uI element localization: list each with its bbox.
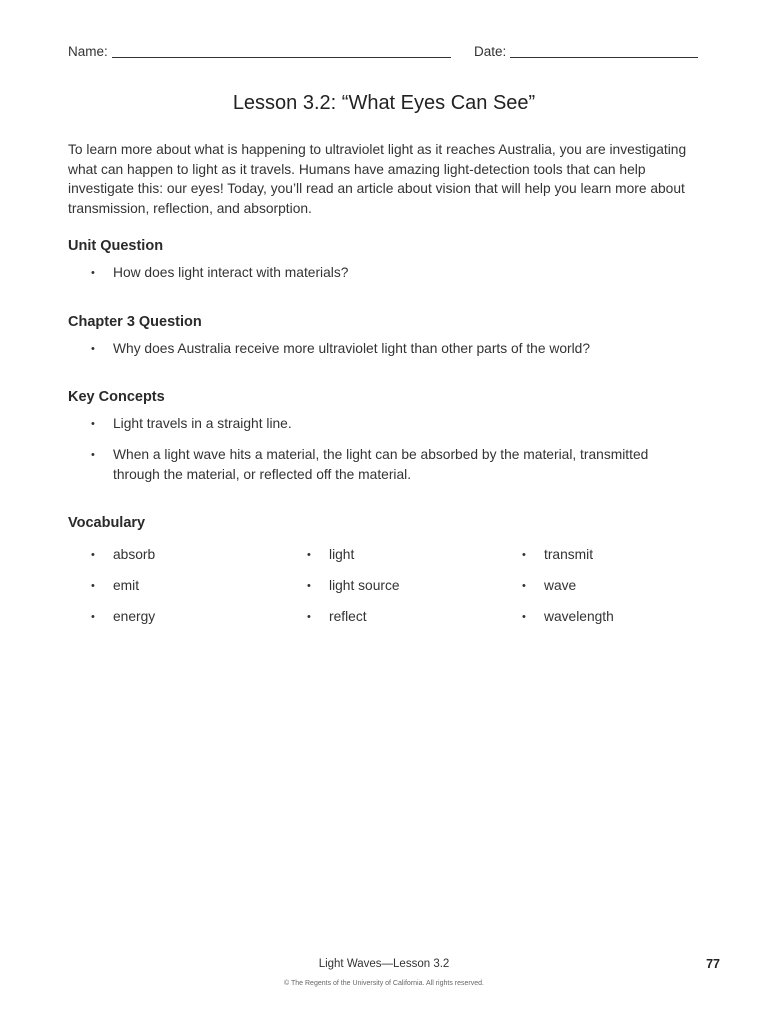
bullet-icon: • [307,580,311,592]
bullet-icon: • [91,449,95,461]
vocab-word: emit [113,578,140,593]
footer-title: Light Waves—Lesson 3.2 [318,958,450,970]
vocab-word: light source [329,578,400,593]
bullet-icon: • [91,418,95,430]
bullet-icon: • [522,611,526,623]
bullet-icon: • [91,549,95,561]
date-label: Date: [474,44,507,59]
vocab-word: absorb [113,547,156,562]
bullet-icon: • [91,580,95,592]
bullet-icon: • [91,267,95,279]
chapter-question-text: Why does Australia receive more ultraviolet light than other parts of the world? [113,341,590,356]
unit-question-heading: Unit Question [68,238,164,254]
vocab-word: light [329,547,355,562]
copyright-notice: © The Regents of the University of California. All rights reserved. [284,980,484,987]
page-title: Lesson 3.2: “What Eyes Can See” [232,92,536,114]
bullet-icon: • [91,611,95,623]
list-item [91,445,691,487]
chapter-question-heading: Chapter 3 Question [68,314,202,330]
vocab-word: wavelength [544,609,614,624]
unit-question-text: How does light interact with materials? [113,265,349,280]
intro-paragraph: To learn more about what is happening to ultraviolet light as it reaches Australia, you are investigating what can happen to light as it travels. Humans have amazing light-detection tools that can help investigate this: our eyes! Today, you’ll read an article about vision that will help you learn more about transmission, reflection, and absorption. [68,142,687,216]
vocab-word: energy [113,609,156,624]
vocab-word: transmit [544,547,594,562]
bullet-icon: • [91,343,95,355]
vocab-word: reflect [329,609,367,624]
bullet-icon: • [307,549,311,561]
name-label: Name: [68,44,108,59]
bullet-icon: • [522,580,526,592]
page-number: 77 [706,957,720,971]
bullet-icon: • [307,611,311,623]
date-field-line[interactable] [510,57,698,58]
key-concept-text: When a light wave hits a material, the light can be absorbed by the material, transmitted through the material, or reflected off the material. [113,447,649,482]
vocabulary-heading: Vocabulary [68,515,146,531]
key-concepts-heading: Key Concepts [68,389,165,405]
vocab-word: wave [544,578,577,593]
name-field-line[interactable] [112,57,451,58]
bullet-icon: • [522,549,526,561]
key-concept-text: Light travels in a straight line. [113,416,292,431]
